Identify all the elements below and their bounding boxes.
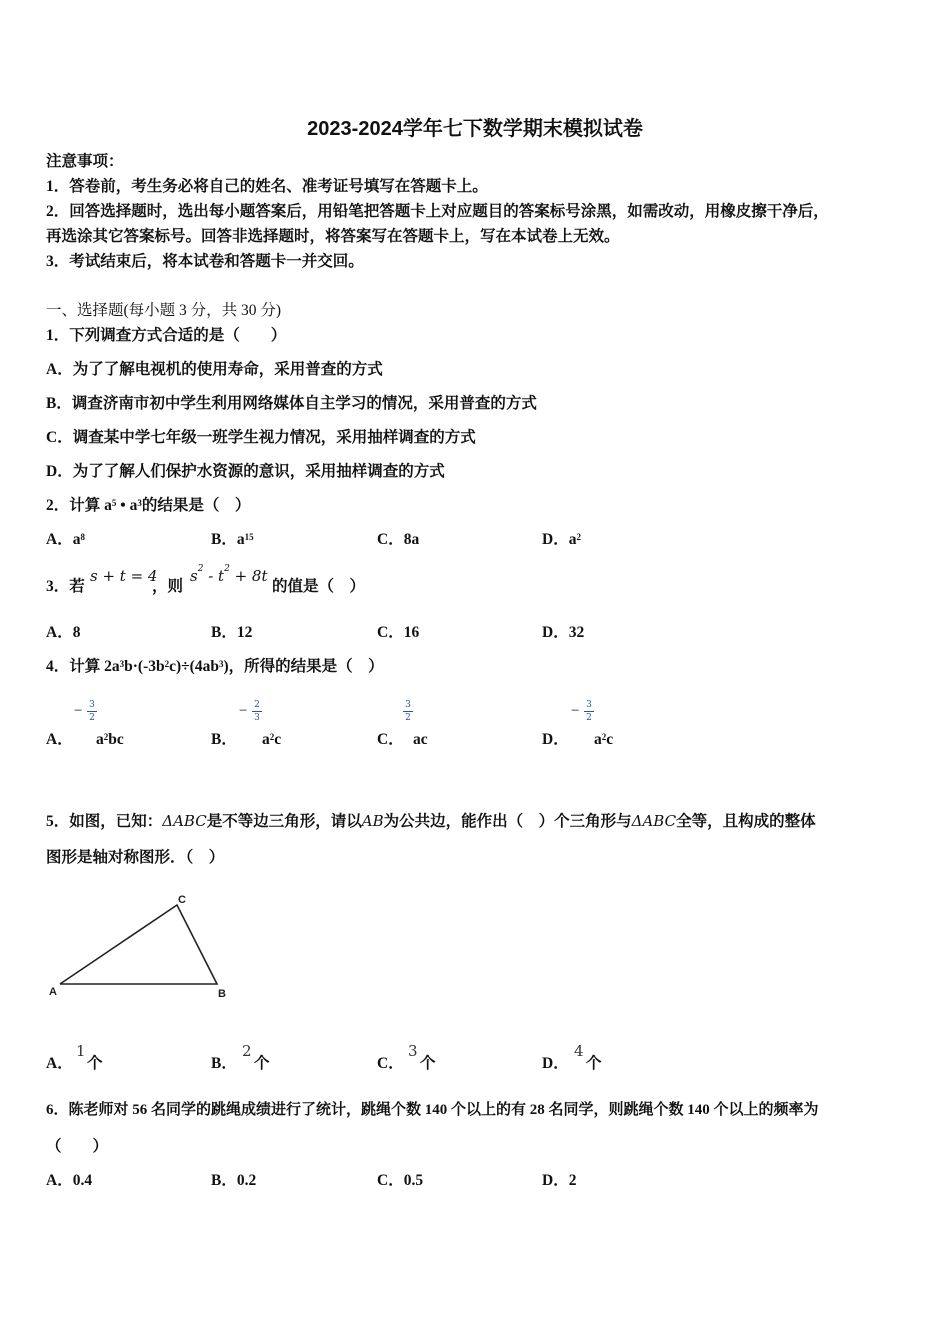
q5-option-a-label: A． [46, 1055, 73, 1072]
notice-item-1: 1．答卷前，考生务必将自己的姓名、准考证号填写在答题卡上。 [46, 178, 488, 195]
q5-option-d-number: 4 [574, 1042, 584, 1060]
q6-option-b: B．0.2 [211, 1172, 257, 1189]
page-title: 2023-2024学年七下数学期末模拟试卷 [307, 118, 643, 140]
q4-b-fraction: 2 3 [252, 700, 262, 723]
q1-option-c: C．调查某中学七年级一班学生视力情况，采用抽样调查的方式 [46, 429, 476, 446]
notice-item-2b: 再选涂其它答案标号。回答非选择题时，将答案写在答题卡上，写在本试卷上无效。 [46, 228, 620, 245]
q1-option-a: A．为了了解电视机的使用寿命，采用普查的方式 [46, 361, 383, 378]
q5-option-c-label: C． [377, 1055, 404, 1072]
q3-mid: ，则 [152, 578, 184, 595]
q3-expression-1: s + t = 4 [90, 567, 158, 585]
q4-a-fraction: 3 2 [87, 700, 97, 723]
q5-option-a-number: 1 [76, 1042, 86, 1060]
section-heading: 一、选择题(每小题 3 分，共 30 分) [46, 302, 282, 319]
q4-option-c-label: C． [377, 731, 404, 748]
q4-option-d-label: D． [542, 731, 569, 748]
q3-prefix: 3．若 [46, 578, 85, 595]
q2-option-d: D．$a^2$ [542, 531, 581, 548]
q4-option-c-expr: ac [413, 731, 428, 748]
q5-option-d-unit: 个 [586, 1055, 602, 1072]
notice-item-2a: 2．回答选择题时，选出每小题答案后，用铅笔把答题卡上对应题目的答案标号涂黑，如需改动，用橡皮擦干净后， [46, 203, 829, 220]
q3-option-c: C．16 [377, 624, 420, 641]
q4-option-d-expr: $a^2c$ [594, 731, 614, 748]
q2-option-a: A．$a^8$ [46, 531, 85, 548]
q4-option-a-expr: $a^2bc$ [96, 731, 124, 748]
q5-option-c-number: 3 [408, 1042, 418, 1060]
q4-d-minus: − [571, 703, 580, 719]
q3-option-b: B．12 [211, 624, 253, 641]
q4-option-b-label: B． [211, 731, 237, 748]
q3-option-a: A．8 [46, 624, 81, 641]
vertex-label-c: C [178, 894, 186, 906]
vertex-label-b: B [218, 988, 226, 1000]
q4-d-fraction: 3 2 [584, 700, 594, 723]
q6-stem-line-2: （ ） [46, 1138, 109, 1155]
q2-stem: 2．计算 $a^5$ • $a^3$的结果是（ ） [46, 497, 251, 514]
vertex-label-a: A [49, 986, 57, 998]
triangle-abc [60, 905, 217, 984]
q4-c-fraction: 3 2 [403, 700, 413, 723]
q5-stem-line-1: 5．如图，已知：ΔABC是不等边三角形，请以AB为公共边，能作出（ ）个三角形与ΔABC全等，且构成的整体 [46, 812, 816, 830]
q4-a-minus: − [74, 703, 83, 719]
q5-option-a-unit: 个 [87, 1055, 103, 1072]
q5-option-c-unit: 个 [420, 1055, 436, 1072]
q5-option-d-label: D． [542, 1055, 569, 1072]
q6-option-a: A．0.4 [46, 1172, 93, 1189]
q4-option-b-expr: $a^2c$ [262, 731, 282, 748]
q6-option-d: D．2 [542, 1172, 577, 1189]
q3-option-d: D．32 [542, 624, 585, 641]
q6-option-c: C．0.5 [377, 1172, 424, 1189]
notice-heading: 注意事项： [46, 153, 124, 170]
q5-option-b-unit: 个 [254, 1055, 270, 1072]
q2-option-b: B．$a^{15}$ [211, 531, 254, 548]
q3-suffix: 的值是（ ） [272, 578, 366, 595]
q4-option-a-label: A． [46, 731, 73, 748]
notice-item-3: 3．考试结束后，将本试卷和答题卡一并交回。 [46, 253, 364, 270]
q1-stem: 1．下列调查方式合适的是（ ） [46, 327, 287, 344]
q2-option-c: C．8a [377, 531, 420, 548]
q1-option-d: D．为了了解人们保护水资源的意识，采用抽样调查的方式 [46, 463, 445, 480]
q4-stem: 4．计算 $2a^3b\cdot(-3b^2c)\div(4ab^3)$，所得的结果是（ ） [46, 658, 384, 675]
q5-stem-line-2: 图形是轴对称图形．（ ） [46, 849, 225, 866]
triangle-figure [40, 888, 240, 1003]
q4-b-minus: − [239, 703, 248, 719]
q6-stem-line-1: 6．陈老师对 56 名同学的跳绳成绩进行了统计，跳绳个数 140 个以上的有 28 名同学，则跳绳个数 140 个以上的频率为 [46, 1102, 819, 1118]
q1-option-b: B．调查济南市初中学生利用网络媒体自主学习的情况，采用普查的方式 [46, 395, 537, 412]
q3-expression-2: $s^2 - t^2 + 8t$ [190, 564, 268, 585]
q5-option-b-number: 2 [242, 1042, 252, 1060]
q5-option-b-label: B． [211, 1055, 237, 1072]
